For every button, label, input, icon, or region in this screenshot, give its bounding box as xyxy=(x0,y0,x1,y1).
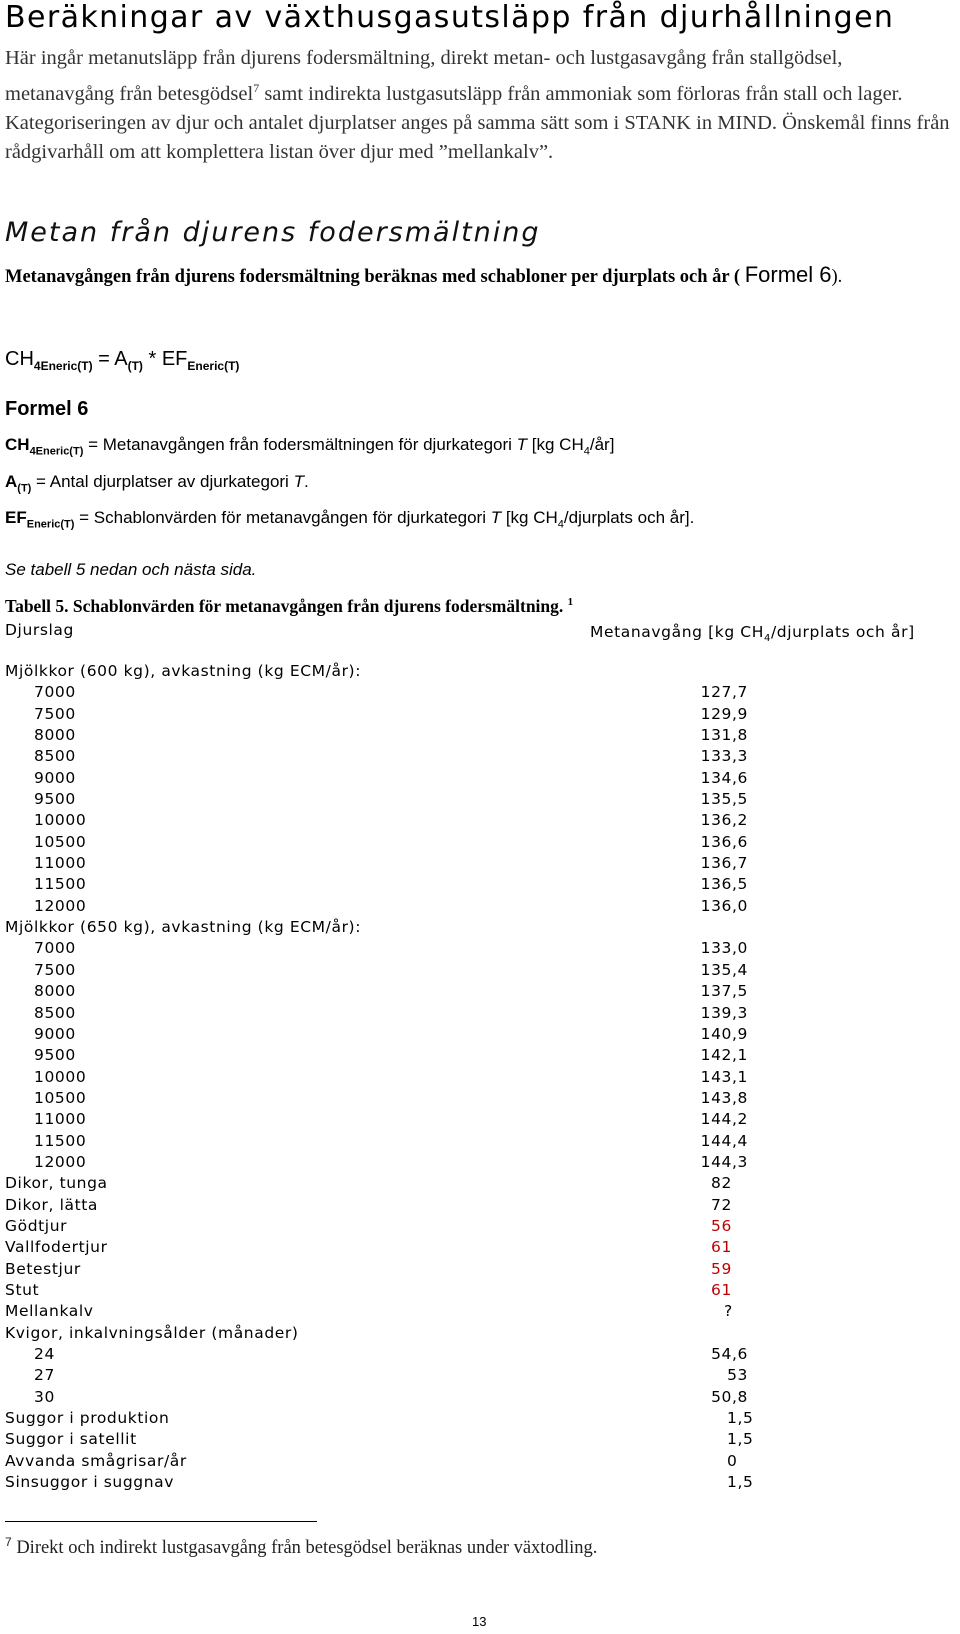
row-label: Gödtjur xyxy=(5,1216,68,1235)
row-label: 7000 xyxy=(34,939,76,958)
row-value: 129,9 xyxy=(700,704,748,723)
row-label: 9000 xyxy=(34,1024,76,1043)
row-label: Mjölkkor (600 kg), avkastning (kg ECM/år): xyxy=(5,662,362,680)
table-row xyxy=(0,769,960,790)
row-label: 7500 xyxy=(34,960,76,979)
def-ef-unit-sub: 4 xyxy=(557,518,564,531)
row-value: 133,3 xyxy=(700,747,748,766)
table-row xyxy=(0,1046,960,1067)
footnote xyxy=(5,1535,597,1559)
row-value: 136,6 xyxy=(700,832,748,851)
row-label: Vallfodertjur xyxy=(5,1238,108,1257)
row-value: 137,5 xyxy=(700,982,748,1001)
def-ch4-unit-a: [kg CH xyxy=(527,435,584,454)
table-row xyxy=(0,1302,960,1323)
table-row xyxy=(0,982,960,1003)
table-row xyxy=(0,833,960,854)
lead-end: ). xyxy=(831,267,843,287)
table-row xyxy=(0,1004,960,1025)
formula-eq: = A xyxy=(92,348,128,370)
table-row xyxy=(0,1345,960,1366)
row-label: 12000 xyxy=(34,896,87,915)
row-value: 1,5 xyxy=(727,1430,754,1449)
table-row xyxy=(0,1153,960,1174)
def-ch4-unit-sub: 4 xyxy=(583,445,590,458)
row-value: 140,9 xyxy=(700,1024,748,1043)
row-label: Sinsuggor i suggnav xyxy=(5,1473,175,1492)
column-header-djurslag: Djurslag xyxy=(5,621,74,639)
page-title: Beräkningar av växthusgasutsläpp från djurhållningen xyxy=(5,0,895,35)
row-label: 10000 xyxy=(34,1067,87,1086)
formula-ch: CH xyxy=(5,348,34,370)
footnote-mark: 7 xyxy=(5,1535,12,1549)
row-value: 136,0 xyxy=(700,896,748,915)
def-ch4-t: T xyxy=(516,435,528,454)
row-label: Dikor, tunga xyxy=(5,1174,108,1193)
def-ef-sub: Eneric(T) xyxy=(26,518,75,531)
row-label: 24 xyxy=(34,1345,55,1363)
table-row xyxy=(0,1238,960,1259)
table-row xyxy=(0,1324,960,1345)
row-value: 136,5 xyxy=(700,875,748,894)
intro-paragraph xyxy=(5,44,950,168)
table-body xyxy=(0,662,960,1494)
table-reference: Se tabell 5 nedan och nästa sida. xyxy=(5,560,257,579)
table-row xyxy=(0,1217,960,1238)
row-label: 9500 xyxy=(34,790,76,809)
section-heading: Metan från djurens fodersmältning xyxy=(5,217,541,248)
row-value: 139,3 xyxy=(700,1003,748,1022)
table-row xyxy=(0,1025,960,1046)
row-value: 82 xyxy=(711,1174,732,1193)
table-row xyxy=(0,1281,960,1302)
row-label: 27 xyxy=(34,1366,55,1385)
row-label: Stut xyxy=(5,1280,40,1299)
table-row xyxy=(0,705,960,726)
intro-text-1: Här ingår metanutsläpp från djurens fodersmältning, direkt metan- och lustgasavgång från stallgödsel, metanavgång från betesgödsel xyxy=(5,47,843,105)
row-value: 144,2 xyxy=(700,1110,748,1129)
lead-paragraph xyxy=(5,260,950,292)
def-ch4-unit-b: /år] xyxy=(589,435,615,454)
row-value: 56 xyxy=(711,1216,732,1235)
table-row xyxy=(0,875,960,896)
table-row xyxy=(0,1388,960,1409)
table-row xyxy=(0,1068,960,1089)
def-ef-symbol: EF xyxy=(5,508,27,527)
table-row xyxy=(0,1430,960,1451)
table-row xyxy=(0,790,960,811)
intro-text-2: samt indirekta lustgasutsläpp från ammoniak som förloras från stall och lager. Kategoriseringen av djur och antalet djurplatser anges på samma sätt som i STANK in MIND. Önskemål finns från rådgivarhåll om att komplettera listan över djur med ”mellankalv”. xyxy=(5,82,950,164)
table-row xyxy=(0,726,960,747)
row-label: 11000 xyxy=(34,854,87,873)
row-label: Mjölkkor (650 kg), avkastning (kg ECM/år): xyxy=(5,918,362,937)
row-label: 11500 xyxy=(34,1131,87,1150)
row-label: 12000 xyxy=(34,1152,87,1171)
table-row xyxy=(0,1132,960,1153)
formula-label: Formel 6 xyxy=(5,398,89,420)
table-row xyxy=(0,747,960,768)
row-value: 142,1 xyxy=(700,1046,748,1065)
table-row xyxy=(0,1196,960,1217)
row-label: Dikor, lätta xyxy=(5,1195,99,1214)
table-caption-text: Tabell 5. Schablonvärden för metanavgången från djurens fodersmältning. xyxy=(5,596,564,616)
row-label: 11000 xyxy=(34,1110,87,1129)
row-label: Kvigor, inkalvningsålder (månader) xyxy=(5,1323,299,1342)
row-value: 61 xyxy=(711,1238,732,1257)
table-row xyxy=(0,1409,960,1430)
row-value: 53 xyxy=(727,1366,748,1385)
table-row xyxy=(0,961,960,982)
row-label: 7500 xyxy=(34,704,76,723)
row-value: 133,0 xyxy=(700,939,748,958)
formula-reference: Formel 6 xyxy=(744,262,832,287)
table-row xyxy=(0,1110,960,1131)
row-label: 8500 xyxy=(34,1003,76,1022)
formula-6 xyxy=(5,348,239,373)
def-ef-text: = Schablonvärden för metanavgången för djurkategori xyxy=(74,508,491,527)
column-header-metanavgang xyxy=(590,621,920,650)
row-value: 54,6 xyxy=(711,1345,748,1363)
row-value: 72 xyxy=(711,1195,732,1214)
def-a-sub: (T) xyxy=(17,482,32,495)
table-row xyxy=(0,811,960,832)
table-row xyxy=(0,683,960,704)
table-row xyxy=(0,918,960,939)
row-value: 144,3 xyxy=(700,1152,748,1171)
table-row xyxy=(0,1089,960,1110)
def-a-symbol: A xyxy=(5,472,18,491)
row-label: Suggor i produktion xyxy=(5,1409,170,1428)
row-label: Avvanda smågrisar/år xyxy=(5,1451,187,1470)
col2-text-b: /djurplats och år] xyxy=(770,623,915,641)
row-value: 135,4 xyxy=(700,960,748,979)
def-ef-unit-a: [kg CH xyxy=(501,508,558,527)
row-value: 1,5 xyxy=(727,1409,754,1428)
formula-ch-sub: 4Eneric(T) xyxy=(33,359,93,373)
row-label: 7000 xyxy=(34,683,76,702)
formula-a-sub: (T) xyxy=(127,359,143,373)
def-a-text: = Antal djurplatser av djurkategori xyxy=(31,472,294,491)
table-row xyxy=(0,662,960,683)
footnote-ref: 7 xyxy=(253,80,260,95)
def-ch4-symbol: CH xyxy=(5,435,30,454)
row-value: 1,5 xyxy=(727,1473,754,1492)
def-ef-unit-b: /djurplats och år]. xyxy=(563,508,695,527)
row-value: 59 xyxy=(711,1259,732,1278)
table-row xyxy=(0,897,960,918)
table-caption xyxy=(5,596,573,617)
row-value: 136,7 xyxy=(700,854,748,873)
row-label: Betestjur xyxy=(5,1259,81,1278)
footnote-text: Direkt och indirekt lustgasavgång från betesgödsel beräknas under växtodling. xyxy=(11,1538,598,1559)
table-caption-sup: 1 xyxy=(567,596,574,609)
table-row xyxy=(0,854,960,875)
row-label: 10500 xyxy=(34,1088,87,1107)
col2-sub: 4 xyxy=(763,633,771,645)
def-ch4-sub: 4Eneric(T) xyxy=(29,445,84,458)
table-row xyxy=(0,939,960,960)
formula-ef-sub: Eneric(T) xyxy=(187,359,240,373)
row-value: 61 xyxy=(711,1280,732,1299)
row-label: 9500 xyxy=(34,1046,76,1065)
row-label: 8000 xyxy=(34,726,76,745)
def-a-t: T xyxy=(293,472,304,491)
row-label: Mellankalv xyxy=(5,1302,94,1321)
def-a-end: . xyxy=(303,472,309,491)
row-value: 135,5 xyxy=(700,790,748,809)
table-row xyxy=(0,1260,960,1281)
row-label: 30 xyxy=(34,1387,55,1406)
table-row xyxy=(0,1452,960,1473)
def-ef-t: T xyxy=(490,508,502,527)
formula-mul: * EF xyxy=(142,348,188,370)
row-value: 0 xyxy=(727,1451,738,1470)
definition-ef xyxy=(5,508,694,530)
row-value: 50,8 xyxy=(711,1387,748,1406)
definition-ch4 xyxy=(5,435,614,457)
row-label: 11500 xyxy=(34,875,87,894)
row-value: 127,7 xyxy=(700,683,748,702)
row-value: 143,1 xyxy=(700,1067,748,1086)
lead-text: Metanavgången från djurens fodersmältning beräknas med schabloner per djurplats och år ( xyxy=(5,267,745,287)
row-value: 134,6 xyxy=(700,768,748,787)
row-label: 10500 xyxy=(34,832,87,851)
row-value: 144,4 xyxy=(700,1131,748,1150)
row-value: 143,8 xyxy=(700,1088,748,1107)
row-label: 8500 xyxy=(34,747,76,766)
row-value: 136,2 xyxy=(700,811,748,830)
footnote-rule xyxy=(5,1521,317,1522)
table-row xyxy=(0,1473,960,1494)
row-label: 9000 xyxy=(34,768,76,787)
definition-a xyxy=(5,472,309,494)
table-row xyxy=(0,1174,960,1195)
row-value: ? xyxy=(724,1302,733,1321)
table-row xyxy=(0,1366,960,1387)
row-value: 131,8 xyxy=(700,726,748,745)
row-label: 10000 xyxy=(34,811,87,830)
def-ch4-text: = Metanavgången från fodersmältningen för djurkategori xyxy=(83,435,517,454)
row-label: Suggor i satellit xyxy=(5,1430,137,1449)
col2-text-a: Metanavgång [kg CH xyxy=(590,623,764,641)
page-number: 13 xyxy=(472,1614,487,1629)
row-label: 8000 xyxy=(34,982,76,1001)
